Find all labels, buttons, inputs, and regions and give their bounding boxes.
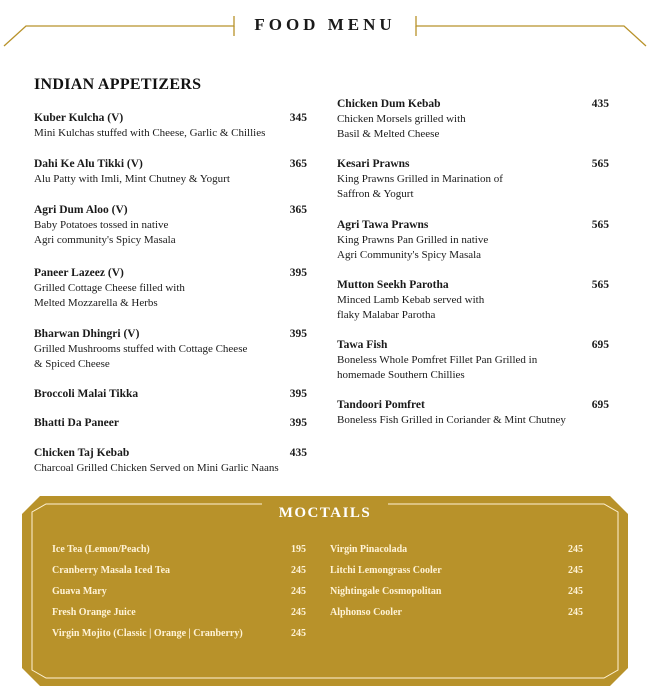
moctail-price: 245	[291, 607, 306, 618]
item-desc: Mini Kulchas stuffed with Cheese, Garlic & Chillies	[34, 127, 266, 139]
item-desc: Grilled Cottage Cheese filled with	[34, 282, 185, 294]
item-name: Dahi Ke Alu Tikki (V)	[34, 158, 143, 170]
menu-item	[34, 111, 307, 141]
section-title: INDIAN APPETIZERS	[34, 76, 202, 93]
item-price: 695	[591, 339, 609, 351]
item-name: Tawa Fish	[337, 339, 388, 351]
moctail-name: Alphonso Cooler	[330, 607, 402, 618]
item-name: Tandoori Pomfret	[337, 399, 425, 411]
moctail-price: 245	[568, 607, 583, 618]
item-name: Broccoli Malai Tikka	[34, 388, 139, 400]
item-desc: Grilled Mushrooms stuffed with Cottage Cheese	[34, 343, 248, 355]
moctail-name: Virgin Pinacolada	[330, 544, 408, 555]
moctails-frame	[22, 496, 628, 686]
moctails-panel	[22, 496, 628, 686]
item-price: 395	[289, 417, 307, 429]
item-desc: King Prawns Grilled in Marination of	[337, 173, 503, 185]
item-desc: Melted Mozzarella & Herbs	[34, 297, 158, 309]
moctail-price: 245	[291, 628, 306, 639]
moctail-name: Guava Mary	[52, 586, 107, 597]
menu-item	[34, 387, 307, 402]
item-desc: Basil & Melted Cheese	[337, 128, 440, 140]
moctail-name: Nightingale Cosmopolitan	[330, 586, 442, 597]
item-price: 345	[289, 112, 307, 124]
item-price: 395	[289, 328, 307, 340]
moctail-price: 245	[568, 586, 583, 597]
moctail-name: Cranberry Masala Iced Tea	[52, 565, 171, 576]
item-desc: & Spiced Cheese	[34, 358, 110, 370]
item-name: Kuber Kulcha (V)	[34, 112, 124, 124]
menu-item	[34, 266, 307, 311]
item-desc: homemade Southern Chillies	[337, 369, 465, 381]
item-desc: Alu Patty with Imli, Mint Chutney & Yogurt	[34, 173, 230, 185]
item-desc: Chicken Morsels grilled with	[337, 113, 466, 125]
item-desc: Charcoal Grilled Chicken Served on Mini Garlic Naans	[34, 462, 279, 474]
page-title: FOOD MENU	[254, 15, 396, 34]
item-desc: Saffron & Yogurt	[337, 188, 414, 200]
item-desc: Baby Potatoes tossed in native	[34, 219, 169, 231]
menu-item	[337, 338, 609, 383]
item-name: Kesari Prawns	[337, 158, 410, 170]
menu-item	[34, 446, 307, 476]
item-price: 565	[591, 279, 609, 291]
item-desc: King Prawns Pan Grilled in native	[337, 234, 489, 246]
item-name: Chicken Dum Kebab	[337, 98, 441, 110]
item-price: 365	[289, 158, 307, 170]
moctail-price: 195	[291, 544, 306, 555]
item-desc: Boneless Whole Pomfret Fillet Pan Grilled in	[337, 354, 538, 366]
item-name: Mutton Seekh Parotha	[337, 279, 449, 291]
moctail-name: Fresh Orange Juice	[52, 607, 136, 618]
menu-item	[34, 327, 307, 372]
item-desc: flaky Malabar Parotha	[337, 309, 436, 321]
moctail-name: Litchi Lemongrass Cooler	[330, 565, 442, 576]
menu-item	[337, 218, 609, 263]
item-price: 365	[289, 204, 307, 216]
moctail-price: 245	[568, 544, 583, 555]
menu-item	[337, 398, 609, 428]
menu-item	[34, 157, 307, 187]
menu-item	[34, 416, 307, 431]
item-name: Agri Dum Aloo (V)	[34, 204, 128, 216]
item-name: Bharwan Dhingri (V)	[34, 328, 140, 340]
item-price: 395	[289, 267, 307, 279]
moctails-title: MOCTAILS	[278, 505, 372, 521]
menu-item	[34, 203, 307, 248]
item-price: 395	[289, 388, 307, 400]
moctail-price: 245	[291, 565, 306, 576]
item-name: Agri Tawa Prawns	[337, 219, 429, 231]
menu-item	[337, 278, 609, 323]
moctail-price: 245	[291, 586, 306, 597]
item-price: 565	[591, 219, 609, 231]
item-desc: Agri community's Spicy Masala	[34, 234, 176, 246]
item-price: 565	[591, 158, 609, 170]
menu-item	[337, 157, 609, 202]
item-desc: Minced Lamb Kebab served with	[337, 294, 485, 306]
moctail-price: 245	[568, 565, 583, 576]
item-desc: Boneless Fish Grilled in Coriander & Mint Chutney	[337, 414, 566, 426]
menu-item	[337, 97, 609, 142]
item-price: 435	[289, 447, 307, 459]
item-name: Bhatti Da Paneer	[34, 417, 119, 429]
item-price: 435	[591, 98, 609, 110]
moctail-name: Virgin Mojito (Classic | Orange | Cranberry)	[52, 628, 243, 639]
item-name: Chicken Taj Kebab	[34, 447, 130, 459]
moctail-name: Ice Tea (Lemon/Peach)	[52, 544, 150, 555]
item-price: 695	[591, 399, 609, 411]
item-name: Paneer Lazeez (V)	[34, 267, 124, 279]
item-desc: Agri Community's Spicy Masala	[337, 249, 482, 261]
